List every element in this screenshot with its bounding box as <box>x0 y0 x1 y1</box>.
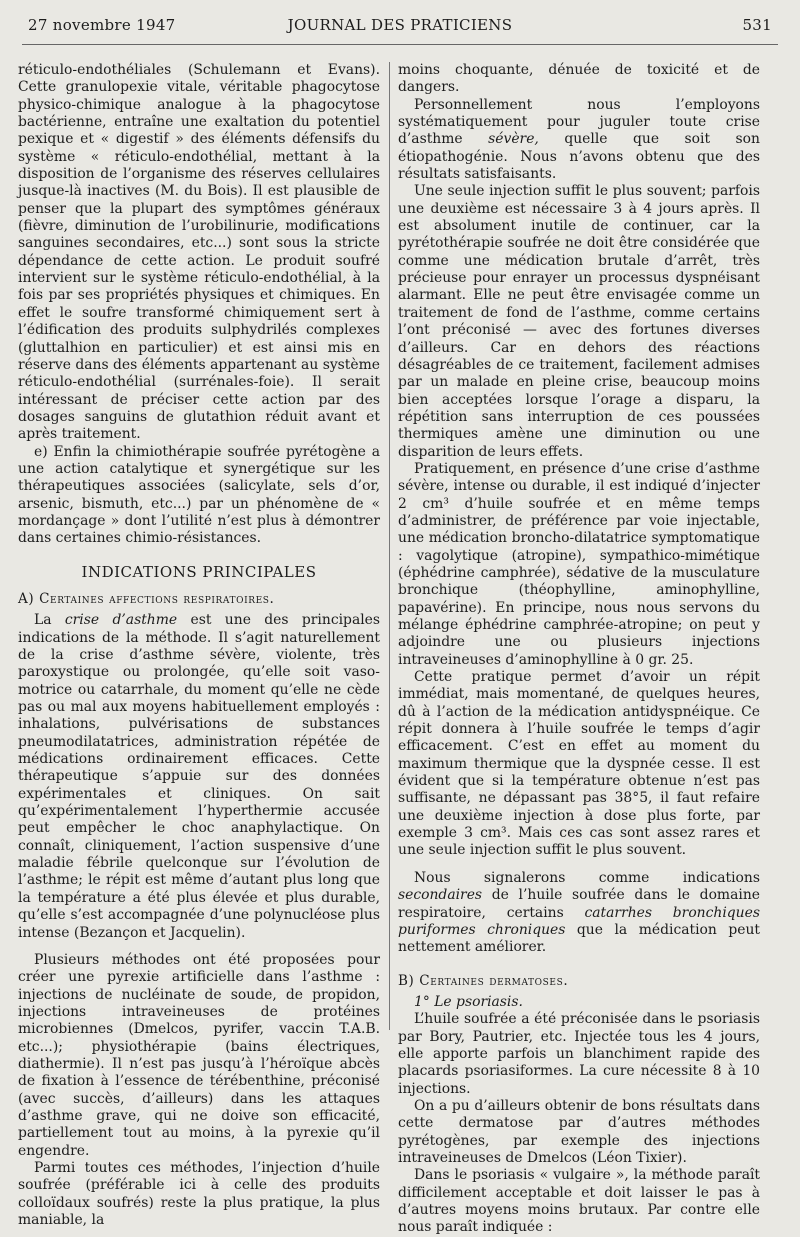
page-header <box>28 16 772 40</box>
paragraph: Plusieurs méthodes ont été proposées pour créer une pyrexie artificielle dans l’asthme : injections de nucléinate de soude, de propidon, injections intraveineuses de protéines microbiennes (Dmelcos, pyrifer, vaccin T.A.B. etc...); physiothérapie (bains électriques, diathermie). Il n’est pas jusqu’à l’héroïque abcès de fixation à l’essence de térébenthine, préconisé (avec succès, d’ailleurs) dans les attaques d’asthme grave, qui ne doive son efficacité, partiellement tout au moins, à la pyrexie qu’il engendre. <box>18 951 380 1159</box>
subsection-heading-a: A) Certaines affections respiratoires. <box>18 590 275 607</box>
subsection-heading-b: B) Certaines dermatoses. <box>398 972 569 989</box>
paragraph: Pratiquement, en présence d’une crise d’asthme sévère, intense ou durable, il est indiqué d’injecter 2 cm³ d’huile soufrée et en même temps d’administrer, de préférence par voie injectable, une médication broncho-dilatatrice symptomatique : vagolytique (atropine), sympathico-mimétique (éphédrine camphrée), sédative de la musculature bronchique (théophylline, aminophylline, papavérine). En principe, nous nous servons du mélange éphédrine camphrée-atropine; on peut y adjoindre une ou plusieurs injections intraveineuses d’aminophylline à 0 gr. 25. <box>398 460 760 668</box>
paragraph: Nous signalerons comme indications secondaires de l’huile soufrée dans le domaine respiratoire, certains catarrhes bronchiques puriformes chroniques que la médication peut nettement améliorer. <box>398 869 760 956</box>
header-journal-title: JOURNAL DES PRATICIENS <box>287 16 513 34</box>
paragraph: Personnellement nous l’employons systématiquement pour juguler toute crise d’asthme sévère, quelle que soit son étiopathogénie. Nous n’avons obtenu que des résultats satisfaisants. <box>398 96 760 183</box>
paragraph: La crise d’asthme est une des principales indications de la méthode. Il s’agit naturellement de la crise d’asthme sévère, violente, très paroxystique ou prolongée, qu’elle soit vaso-motrice ou catarrhale, du moment qu’elle ne cède pas ou mal aux moyens habituellement employés : inhalations, pulvérisations de substances pneumodilatatrices, administration répétée de médications ordinairement efficaces. Cette thérapeutique s’appuie sur des données expérimentales et cliniques. On sait qu’expérimentalement l’hyperthermie accusée peut empêcher le choc anaphylactique. On connaît, cliniquement, l’action suspensive d’une maladie fébrile quelconque sur l’évolution de l’asthme; le répit est même d’autant plus long que la température a été plus élevée et plus durable, qu’elle s’est accompagnée d’une polynucléose plus intense (Bezançon et Jacquelin). <box>18 612 381 941</box>
column-divider <box>389 62 390 1030</box>
paragraph: Une seule injection suffit le plus souvent; parfois une deuxième est nécessaire 3 à 4 jours après. Il est absolument inutile de continuer, car la pyrétothérapie soufrée ne doit être considérée que comme une médication brutale d’arrêt, très précieuse pour enrayer un processus dyspnéisant alarmant. Elle ne peut être envisagée comme un traitement de fond de l’asthme, comme certains l’ont préconisé — avec des fortunes diverses d’ailleurs. Car en dehors des réactions désagréables de ce traitement, facilement admises par un malade en pleine crise, beaucoup moins bien acceptées lorsque l’orage a disparu, la répétition sans interruption de ces poussées thermiques amène une diminution ou une disparition de leurs effets. <box>398 183 760 460</box>
paragraph: Cette pratique permet d’avoir un répit immédiat, mais momentané, de quelques heures, dû à l’action de la médication antidyspnéique. Ce répit donnera à l’huile soufrée le temps d’agir efficacement. C’est en effet au moment du maximum thermique que la dyspnée cesse. Il est évident que si la température obtenue n’est pas suffisante, ne dépassant pas 38°5, il faut refaire une deuxième injection à dose plus forte, par exemple 3 cm³. Mais ces cas sont assez rares et une seule injection suffit le plus souvent. <box>398 669 760 859</box>
paragraph: L’huile soufrée a été préconisée dans le psoriasis par Bory, Pautrier, etc. Injectée tous les 4 jours, elle apporte parfois un blanchiment rapide des placards psoriasiformes. La cure nécessite 8 à 10 injections. <box>398 1011 760 1097</box>
header-rule <box>22 44 778 45</box>
paragraph: Parmi toutes ces méthodes, l’injection d’huile soufrée (préférable ici à celle des produits colloïdaux soufrés) reste la plus pratique, la plus maniable, la <box>18 1159 380 1228</box>
paragraph: réticulo-endothéliales (Schulemann et Evans). Cette granulopexie vitale, véritable phagocytose physico-chimique analogue à la phagocytose bactérienne, entraîne une exaltation du potentiel pexique et « digestif » des éléments défensifs du système « réticulo-endothélial, mettant à la disposition de l’organisme des réserves cellulaires jusque-là inactives (M. du Bois). Il est plausible de penser que la plupart des symptômes généraux (fièvre, diminution de l’urobilinurie, modifications sanguines secondaires, etc...) sont sous la stricte dépendance de cette action. Le produit soufré intervient sur le système réticulo-endothélial, à la fois par ses propriétés physiques et chimiques. En effet le soufre transformé chimiquement sert à l’édification des produits sulphydrilés complexes (gluttalhion en particulier) et est ainsi mis en réserve dans des éléments appartenant au système réticulo-endothélial (surrénales-foie). Il serait intéressant de préciser cette action par des dosages sanguins de glutathion réduit avant et après traitement. <box>18 62 380 443</box>
paragraph: On a pu d’ailleurs obtenir de bons résultats dans cette dermatose par d’autres méthodes pyrétogènes, par exemple des injections intraveineuses de Dmelcos (Léon Tixier). <box>398 1097 760 1166</box>
header-page-number: 531 <box>742 16 772 34</box>
left-column <box>18 62 380 1229</box>
right-column <box>398 62 760 1237</box>
paragraph: Dans le psoriasis « vulgaire », la méthode paraît difficilement acceptable et doit laisser le pas à d’autres moyens moins brutaux. Par contre elle nous paraît indiquée : <box>398 1167 760 1236</box>
paragraph: e) Enfin la chimiothérapie soufrée pyrétogène a une action catalytique et synergétique sur les thérapeutiques associées (salicylate, sels d’or, arsenic, bismuth, etc...) par un phénomène de « mordançage » dont l’utilité n’est plus à démontrer dans certaines chimio-résistances. <box>18 443 380 547</box>
sub-subsection-heading: 1° Le psoriasis. <box>414 993 523 1010</box>
paragraph: moins choquante, dénuée de toxicité et de dangers. <box>398 62 760 96</box>
header-date: 27 novembre 1947 <box>28 16 176 34</box>
section-heading: INDICATIONS PRINCIPALES <box>81 562 317 581</box>
